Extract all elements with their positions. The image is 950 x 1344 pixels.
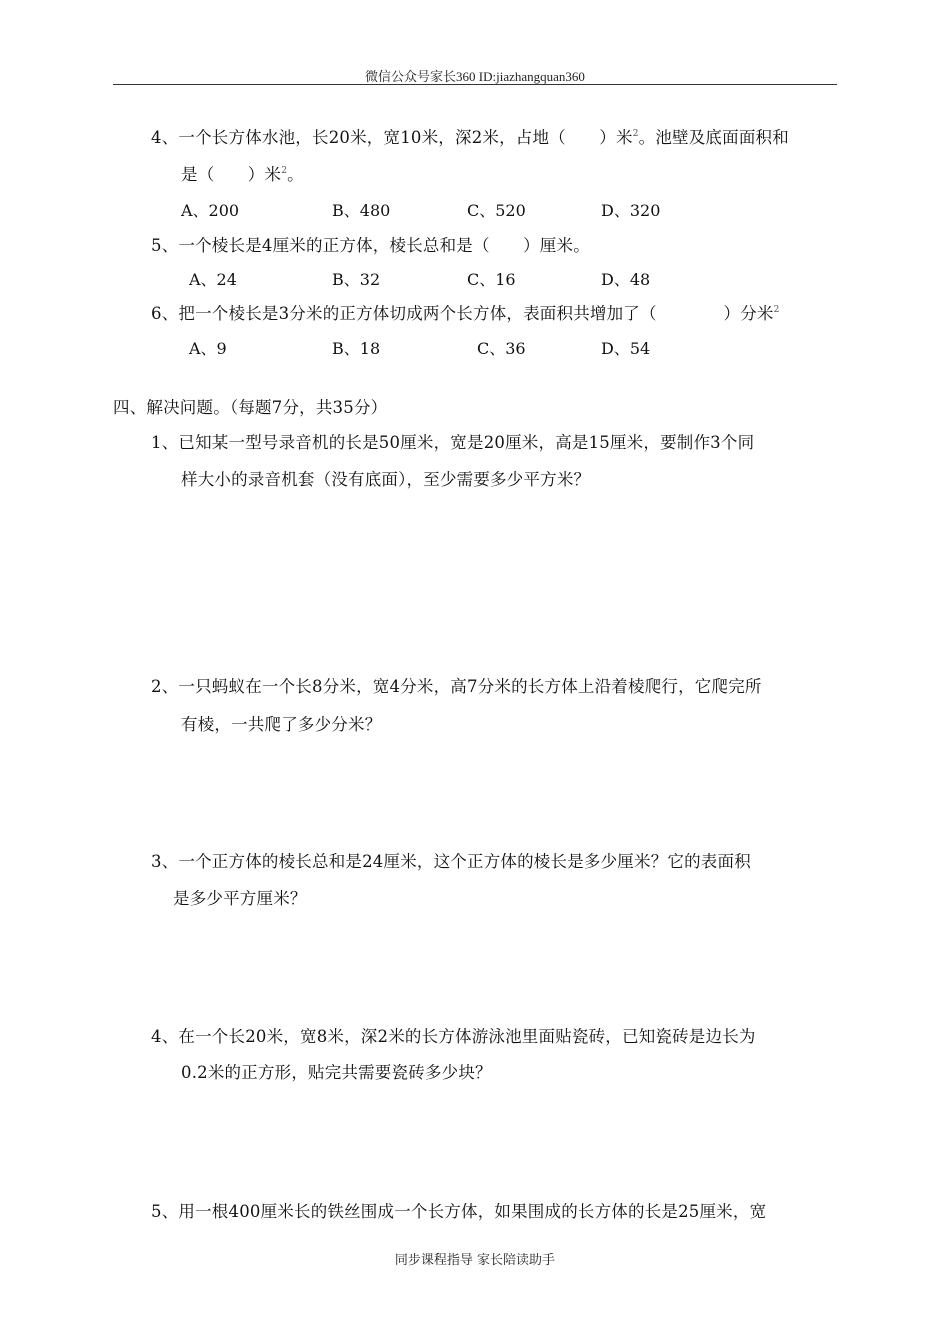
q4-line-1-text: 4、一个长方体水池，长20米，宽10米，深2米，占地（ ）米 xyxy=(151,128,633,147)
q4-sup-1: 2 xyxy=(632,129,639,139)
q5-option-c: C、16 xyxy=(467,270,516,289)
problem-3-line-2: 是多少平方厘米？ xyxy=(173,889,307,908)
q4-sup-2: 2 xyxy=(281,166,288,176)
q4-line-2-tail: 。 xyxy=(287,165,304,184)
q4-option-b: B、480 xyxy=(332,201,391,220)
q6-option-a: A、9 xyxy=(189,339,227,358)
problem-1-line-1: 1、已知某一型号录音机的长是50厘米，宽是20厘米，高是15厘米，要制作3个同 xyxy=(151,433,755,452)
q5-option-a: A、24 xyxy=(189,270,237,289)
q5-option-d: D、48 xyxy=(601,270,651,289)
q4-option-c: C、520 xyxy=(467,201,526,220)
problem-2-line-2: 有棱，一共爬了多少分米？ xyxy=(181,715,382,734)
q6-line xyxy=(151,300,780,324)
problem-4-line-1: 4、在一个长20米，宽8米，深2米的长方体游泳池里面贴瓷砖，已知瓷砖是边长为 xyxy=(151,1027,756,1046)
q6-text: 6、把一个棱长是3分米的正方体切成两个长方体，表面积共增加了（ ）分米 xyxy=(151,304,774,323)
problem-4-line-2: 0.2米的正方形，贴完共需要瓷砖多少块？ xyxy=(181,1063,492,1082)
problem-2-line-1: 2、一只蚂蚁在一个长8分米，宽4分米，高7分米的长方体上沿着棱爬行，它爬完所 xyxy=(151,677,762,696)
q4-option-a: A、200 xyxy=(181,201,240,220)
q6-option-d: D、54 xyxy=(601,339,651,358)
page-header: 微信公众号家长360 ID:jiazhangquan360 xyxy=(365,69,585,84)
q6-option-c: C、36 xyxy=(477,339,526,358)
page-footer: 同步课程指导 家长陪读助手 xyxy=(394,1253,556,1268)
q4-line-1-tail: 。池壁及底面面积和 xyxy=(638,128,789,147)
problem-3-line-1: 3、一个正方体的棱长总和是24厘米，这个正方体的棱长是多少厘米？它的表面积 xyxy=(151,852,751,871)
q6-sup: 2 xyxy=(773,305,780,315)
q4-line-1 xyxy=(151,124,789,148)
problem-1-line-2: 样大小的录音机套（没有底面），至少需要多少平方米？ xyxy=(181,470,591,489)
q4-line-2 xyxy=(181,161,304,185)
q4-option-d: D、320 xyxy=(601,201,661,220)
problem-5-line-1: 5、用一根400厘米长的铁丝围成一个长方体，如果围成的长方体的长是25厘米，宽 xyxy=(151,1202,767,1221)
header-divider xyxy=(113,84,837,85)
q4-line-2-text: 是（ ）米 xyxy=(181,165,282,184)
q5-option-b: B、32 xyxy=(332,270,381,289)
section-title: 四、解决问题。（每题7分，共35分） xyxy=(113,398,388,417)
q5-text: 5、一个棱长是4厘米的正方体，棱长总和是（ ）厘米。 xyxy=(151,236,590,255)
q6-option-b: B、18 xyxy=(332,339,381,358)
